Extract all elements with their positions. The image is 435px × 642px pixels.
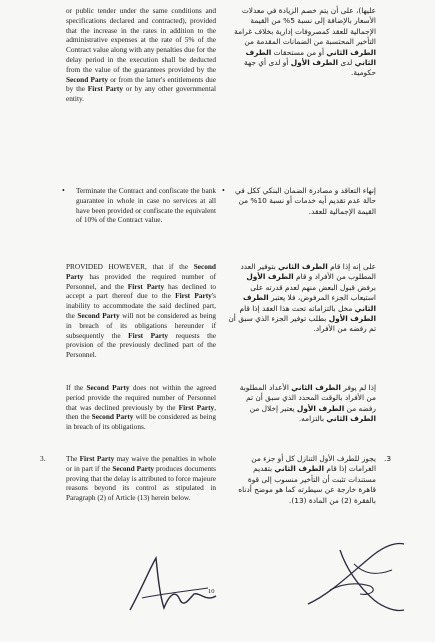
en-proviso-declined-personnel: PROVIDED HOWEVER, that if the Second Party has provided the required number of Personnel, and the First Party has declined to accept a part thereof due to the First Party's inability to accommodate the said declined part, the Second Party will not be considered as being in breach of its obligations hereunder if subsequently the First Party requests the provision of the previously declined part of the Personnel.	[66, 262, 216, 360]
ar-item-3-number: .3	[384, 454, 392, 463]
ar-bullet-marker: •	[222, 186, 225, 195]
ar-proviso-breach: إذا لم يوفر الطرف الثاني الأعداد المطلوبة من الأفراد بالوقت المحدد الذي سبق أن تم رفضه من الطرف الأول يعتبر إخلال من الطرف الثاني بالتزامه.	[239, 383, 376, 424]
ar-paragraph-top: عليها)، على أن يتم خصم الزيادة في معدلات الأسعار بالإضافة إلى نسبة 5% من القيمة الإجمالية للعقد كمصروفات إدارية بخلاف غرامة التأخير المحتسبة من الضمانات المقدمة من الطرف الثاني أو من مستحقات الطرف الثاني لدى الطرف الأول أو لدى أي جهة حكومية.	[234, 6, 376, 78]
ar-bullet-terminate: إنهاء التعاقد و مصادرة الضمان البنكي ككل في حالة عدم تقديم أيه خدمات أو نسبة 10% من القيمة الإجمالية للعقد.	[235, 186, 376, 216]
ar-proviso-declined-personnel: على إنه إذا قام الطرف الثاني بتوفير العدد المطلوب من الأفراد و قام الطرف الأول برفض قبول البعض منهم لعدم قدرته على استيعاب الجزء المرفوض، فلا يعتبر الطرف الثاني مخل بالتزاماته تحت هذا العقد إذا قام الطرف الأول بطلب توفير الجزء الذي سبق أن تم رفضه من الأفراد.	[228, 262, 376, 334]
en-paragraph-top: or public tender under the same conditions and specifications declared and contracted), provided that the increase in the rates in addition to the administrative expenses at the rate of 5% of the Contract value along with any penalties due for the delay period in the execution shall be deducted from the value of the guarantees provided by the Second Party or from the latter's entitlements due by the First Party or by any other governmental entity.	[66, 6, 216, 104]
page-number: 10	[208, 588, 215, 595]
en-item-3-number: 3.	[40, 454, 46, 463]
en-proviso-breach: If the Second Party does not within the agreed period provide the required number of Personnel that was declined previously by the First Party, then the Second Party will be considered as being in breach of its obligations.	[66, 383, 217, 432]
ar-item-3-waive-penalties: يجوز للطرف الأول التنازل كل أو جزء من الغرامات إذا قام الطرف الثاني بتقديم مستندات تثبت أن التأخير منسوب إلى قوة قاهرة خارجة عن سيطرته كما هو موضح أدناه بالفقرة (2) من المادة (13).	[238, 454, 376, 505]
second-party-signature	[300, 534, 410, 624]
en-item-3-waive-penalties: The First Party may waive the penalties in whole or in part if the Second Party produces documents proving that the delay is attributed to force majeure reasons beyond its control as stipulated in Paragraph (2) of Article (13) herein below.	[66, 454, 216, 503]
en-bullet-marker: •	[62, 186, 65, 195]
en-bullet-terminate: Terminate the Contract and confiscate the bank guarantee in whole in case no services at all have been provided or confiscate the equivalent of 10% of the Contract value.	[76, 186, 216, 225]
